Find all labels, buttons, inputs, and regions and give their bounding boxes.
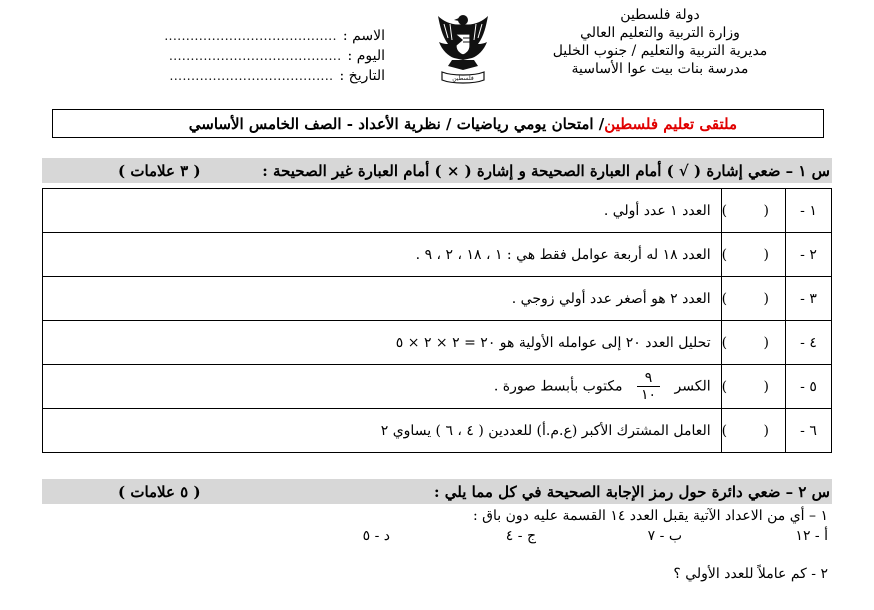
item-statement (43, 365, 722, 409)
q2-item-2-text: ٢ - كم عاملاً للعدد الأولي ؟ (673, 566, 828, 582)
date-label: التاريخ : (339, 68, 385, 84)
item-statement: العامل المشترك الأكبر (ع.م.أ) للعددين ( ٤ ، ٦ ) يساوي ٢ (43, 409, 722, 453)
student-info-fields (140, 26, 385, 86)
brand-title: ملتقى تعليم فلسطين (604, 114, 737, 133)
answer-bracket[interactable]: ( ) (721, 365, 785, 409)
header-line-school: مدرسة بنات بيت عوا الأساسية (571, 61, 749, 77)
q2-item-1-options (42, 526, 832, 546)
q1-marks: ( ٣ علامات ) (118, 161, 201, 180)
item-statement: العدد ٢ هو أصغر عدد أولي زوجي . (43, 277, 722, 321)
q2-item-1-text: ١ – أي من الاعداد الآتية يقبل العدد ١٤ القسمة عليه دون باق : (472, 508, 828, 524)
item-number: ٤ - (786, 321, 832, 365)
table-row (43, 365, 832, 409)
item-statement: تحليل العدد ٢٠ إلى عوامله الأولية هو ٢٠ = ٢ × ٢ × ٥ (43, 321, 722, 365)
q1-table (42, 188, 832, 453)
school-header (540, 6, 780, 78)
item-number: ٢ - (786, 233, 832, 277)
header-line-ministry: وزارة التربية والتعليم العالي (580, 25, 740, 41)
day-label: اليوم : (347, 48, 385, 64)
header-line-state: دولة فلسطين (620, 7, 700, 23)
answer-bracket[interactable]: ( ) (721, 409, 785, 453)
answer-bracket[interactable]: ( ) (721, 189, 785, 233)
fraction-numerator: ٩ (637, 370, 660, 387)
exam-title-box (52, 109, 824, 138)
exam-title: / امتحان يومي رياضيات / نظرية الأعداد - الصف الخامس الأساسي (188, 114, 605, 133)
fraction (637, 370, 660, 403)
name-label: الاسم : (342, 28, 385, 44)
q2-instruction: س ٢ – ضعي دائرة حول رمز الإجابة الصحيحة في كل مما يلي : (434, 482, 830, 501)
q2-header (42, 479, 832, 504)
q2-marks: ( ٥ علامات ) (118, 482, 201, 501)
emblem-text: فلسطين (452, 75, 474, 82)
item-number: ٦ - (786, 409, 832, 453)
table-row (43, 321, 832, 365)
statement-after-fraction: مكتوب بأبسط صورة . (493, 378, 623, 395)
answer-bracket[interactable]: ( ) (721, 233, 785, 277)
q2-body (42, 506, 832, 584)
date-dots: ...................................... (169, 69, 334, 83)
table-row (43, 233, 832, 277)
option-d[interactable]: د - ٥ (362, 528, 390, 544)
item-number: ٥ - (786, 365, 832, 409)
q1-header (42, 158, 832, 183)
fraction-denominator: ١٠ (641, 387, 657, 403)
table-row (43, 409, 832, 453)
item-statement: العدد ١ عدد أولي . (43, 189, 722, 233)
item-number: ١ - (786, 189, 832, 233)
day-dots: ........................................ (168, 49, 342, 63)
statement-before-fraction: الكسر (674, 378, 711, 395)
option-b[interactable]: ب - ٧ (647, 528, 682, 544)
name-dots: ........................................ (164, 29, 337, 43)
name-field[interactable] (140, 26, 385, 46)
date-field[interactable] (140, 66, 385, 86)
option-a[interactable]: أ - ١٢ (795, 528, 828, 544)
answer-bracket[interactable]: ( ) (721, 277, 785, 321)
table-row (43, 189, 832, 233)
option-c[interactable]: ج - ٤ (505, 528, 536, 544)
q1-instruction: س ١ – ضعي إشارة ( √ ) أمام العبارة الصحيحة و إشارة ( × ) أمام العبارة غير الصحيحة : (262, 161, 830, 180)
header-line-directorate: مديرية التربية والتعليم / جنوب الخليل (552, 43, 768, 59)
item-statement: العدد ١٨ له أربعة عوامل فقط هي : ١ ، ١٨ ، ٢ ، ٩ . (43, 233, 722, 277)
day-field[interactable] (140, 46, 385, 66)
answer-bracket[interactable]: ( ) (721, 321, 785, 365)
item-number: ٣ - (786, 277, 832, 321)
table-row (43, 277, 832, 321)
palestine-emblem-icon (434, 10, 492, 86)
